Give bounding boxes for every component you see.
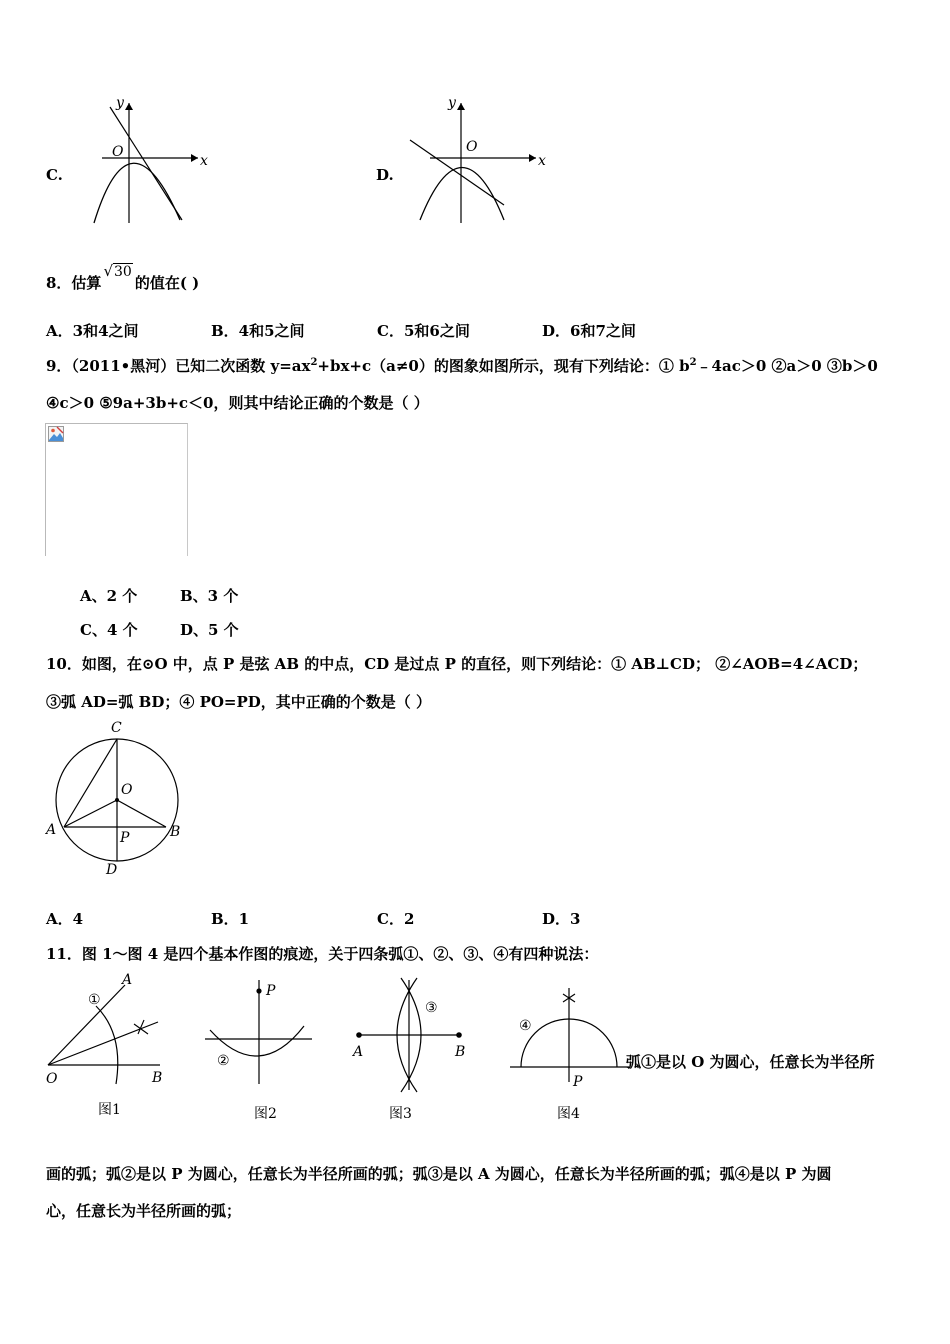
q7-graph-d bbox=[400, 95, 550, 230]
arc-mark: ④ bbox=[519, 1018, 532, 1034]
q9-text-b: +bx+c（a≠0）的图象如图所示，现有下列结论：① b bbox=[317, 357, 690, 375]
q8-stem bbox=[46, 262, 200, 293]
point-a bbox=[356, 1032, 362, 1038]
arc-2 bbox=[210, 1026, 304, 1056]
label-c: C bbox=[111, 720, 122, 736]
q10-circle-figure bbox=[40, 718, 200, 883]
q11-figure-4 bbox=[505, 968, 635, 1128]
q8-option-d: D．6和7之间 bbox=[542, 322, 636, 340]
q9-broken-image bbox=[45, 423, 188, 556]
label-a: A bbox=[46, 822, 57, 838]
parabola bbox=[94, 163, 180, 223]
q9-stem-line2: ④c＞0 ⑤9a+3b+c＜0，则其中结论正确的个数是（ ） bbox=[46, 394, 429, 412]
sqrt-30: √30 bbox=[103, 262, 132, 280]
center-dot bbox=[115, 798, 119, 802]
q8-suffix: 的值在( ) bbox=[134, 274, 200, 292]
q10-option-c: C．2 bbox=[377, 910, 415, 928]
caption: 图4 bbox=[557, 1106, 580, 1122]
q10-stem-line1: 10．如图，在⊙O 中，点 P 是弦 AB 的中点，CD 是过点 P 的直径，则下列结论：① AB⊥CD； ②∠AOB=4∠ACD； bbox=[46, 655, 868, 673]
tangent-line bbox=[110, 107, 182, 220]
label-a: A bbox=[353, 1044, 364, 1060]
q10-option-d: D．3 bbox=[542, 910, 581, 928]
y-arrow-icon bbox=[457, 103, 465, 110]
caption: 图3 bbox=[389, 1106, 412, 1122]
arc-mark: ③ bbox=[425, 1000, 438, 1016]
q9-option-a: A、2 个 bbox=[80, 587, 138, 605]
y-arrow-icon bbox=[125, 103, 133, 110]
q11-side-text: 弧①是以 O 为圆心，任意长为半径所 bbox=[626, 1053, 875, 1071]
q8-option-c: C．5和6之间 bbox=[377, 322, 470, 340]
ray-oa bbox=[48, 985, 125, 1065]
point-p bbox=[256, 988, 261, 993]
arc-mark: ② bbox=[217, 1053, 230, 1069]
q10-option-a: A．4 bbox=[46, 910, 84, 928]
q8-option-b: B．4和5之间 bbox=[211, 322, 305, 340]
q11-stem-line1: 11．图 1～图 4 是四个基本作图的痕迹，关于四条弧①、②、③、④有四种说法： bbox=[46, 945, 599, 963]
caption: 图1 bbox=[98, 1102, 121, 1118]
x-arrow-icon bbox=[191, 154, 198, 162]
label-b: B bbox=[170, 824, 181, 840]
label-d: D bbox=[106, 862, 118, 878]
q8-prefix: 8．估算 bbox=[46, 274, 102, 292]
q10-option-b: B．1 bbox=[211, 910, 250, 928]
tangent-line bbox=[410, 140, 504, 205]
arc-mark: ① bbox=[88, 992, 101, 1008]
q7-option-d-label: D. bbox=[376, 166, 394, 184]
q11-figure-1 bbox=[40, 968, 180, 1128]
bisector bbox=[48, 1022, 158, 1065]
label-p: P bbox=[266, 983, 276, 999]
q9-text-c: ﹣4ac＞0 ②a＞0 ③b＞0 bbox=[696, 357, 878, 375]
q9-option-d: D、5 个 bbox=[180, 621, 239, 639]
label-p: P bbox=[573, 1074, 583, 1090]
q9-stem-line1 bbox=[46, 355, 878, 376]
x-label: x bbox=[538, 153, 546, 169]
label-a: A bbox=[122, 972, 133, 988]
label-p: P bbox=[120, 830, 130, 846]
q11-line2: 画的弧；弧②是以 P 为圆心，任意长为半径所画的弧；弧③是以 A 为圆心，任意长为半径所画的弧；弧④是以 P 为圆 bbox=[46, 1165, 832, 1183]
origin-label: O bbox=[466, 139, 478, 155]
x-label: x bbox=[200, 153, 208, 169]
q10-stem-line2: ③弧 AD=弧 BD；④ PO=PD，其中正确的个数是（ ） bbox=[46, 693, 431, 711]
caption: 图2 bbox=[254, 1106, 277, 1122]
segment-ob bbox=[117, 800, 166, 827]
q9-option-b: B、3 个 bbox=[180, 587, 239, 605]
label-o: O bbox=[121, 782, 133, 798]
broken-image-icon bbox=[48, 426, 64, 442]
y-label: y bbox=[448, 95, 456, 111]
label-b: B bbox=[455, 1044, 466, 1060]
label-b: B bbox=[152, 1070, 163, 1086]
label-o: O bbox=[46, 1071, 58, 1087]
q7-graph-c bbox=[80, 95, 220, 230]
point-b bbox=[456, 1032, 462, 1038]
q11-line3: 心，任意长为半径所画的弧； bbox=[46, 1202, 242, 1220]
q9-sup-b: 2 bbox=[689, 357, 697, 368]
q11-figure-3 bbox=[345, 968, 485, 1128]
q9-option-c: C、4 个 bbox=[80, 621, 138, 639]
q9-text-a: 9．（2011•黑河）已知二次函数 y=ax bbox=[46, 357, 311, 375]
q11-figure-2 bbox=[200, 968, 330, 1128]
x-arrow-icon bbox=[529, 154, 536, 162]
origin-label: O bbox=[112, 144, 124, 160]
y-label: y bbox=[116, 95, 124, 111]
q7-option-c-label: C. bbox=[46, 166, 63, 184]
q8-option-a: A．3和4之间 bbox=[46, 322, 139, 340]
sqrt-radicand: 30 bbox=[114, 264, 132, 280]
q9-sup-a: 2 bbox=[310, 357, 318, 368]
